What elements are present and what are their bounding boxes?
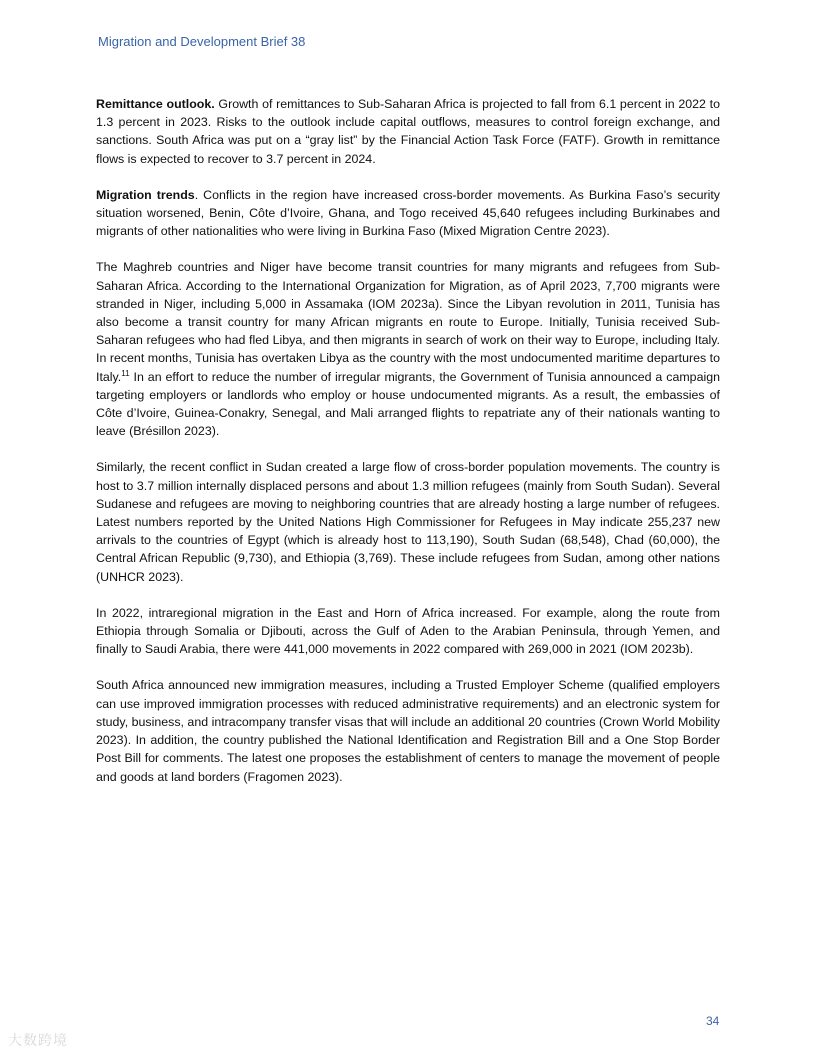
paragraph-text: In 2022, intraregional migration in the East and Horn of Africa increased. For example, along the route from Ethiopia through Somalia or Djibouti, across the Gulf of Aden to the Arabian Peninsula, through Yemen, and finally to Saudi Arabia, there were 441,000 movements in 2022 compared with 269,000 in 2021 (IOM 2023b). [96,605,720,657]
paragraph-migration-trends [96,186,720,241]
paragraph-remittance-outlook [96,95,720,168]
watermark-logo: 大数跨境 [8,1033,68,1049]
page-number: 34 [706,1014,720,1028]
document-header: Migration and Development Brief 38 [98,34,306,49]
paragraph-maghreb [96,258,720,440]
paragraph-lead: Remittance outlook. [96,97,215,111]
paragraph-south-africa [96,676,720,785]
paragraph-text: South Africa announced new immigration measures, including a Trusted Employer Scheme (qualified employers can use improved immigration processes with reduced administrative requirements) and an electronic system for study, business, and intracompany transfer visas that will include an additional 20 countries (Crown World Mobility 2023). In addition, the country published the National Identification and Registration Bill and a One Stop Border Post Bill for comments. The latest one proposes the establishment of centers to manage the movement of people and goods at land borders (Fragomen 2023). [96,678,720,784]
footnote-reference[interactable]: 11 [121,368,130,378]
paragraph-text: . Conflicts in the region have increased cross-border movements. As Burkina Faso’s security situation worsened, Benin, Côte d’Ivoire, Ghana, and Togo received 45,640 refugees including Burkinabes and migrants of other nationalities who were living in Burkina Faso (Mixed Migration Centre 2023). [96,187,721,239]
paragraph-lead: Migration trends [96,187,195,202]
main-content [96,95,720,804]
paragraph-east-horn-africa [96,604,720,659]
paragraph-text: Similarly, the recent conflict in Sudan created a large flow of cross-border population movements. The country is host to 3.7 million internally displaced persons and about 1.3 million refugees (mainly from South Sudan). Several Sudanese and refugees are moving to neighboring countries that are already hosting a large number of refugees. Latest numbers reported by the United Nations High Commissioner for Refugees in May indicate 255,237 new arrivals to the countries of Egypt (which is already host to 113,190), South Sudan (68,548), Chad (60,000), the Central African Republic (9,730), and Ethiopia (3,769). These include refugees from Sudan, among other nations (UNHCR 2023). [96,460,720,584]
paragraph-text: Growth of remittances to Sub-Saharan Africa is projected to fall from 6.1 percent in 2022 to 1.3 percent in 2023. Risks to the outlook include capital outflows, measures to control foreign exchange, and sanctions. South Africa was put on a “gray list” by the Financial Action Task Force (FATF). Growth in remittance flows is expected to recover to 3.7 percent in 2024. [96,97,720,166]
paragraph-sudan [96,458,720,585]
paragraph-text: The Maghreb countries and Niger have become transit countries for many migrants and refugees from Sub-Saharan Africa. According to the International Organization for Migration, as of April 2023, 7,700 migrants were stranded in Niger, including 5,000 in Assamaka (IOM 2023a). Since the Libyan revolution in 2011, Tunisia has also become a transit country for many African migrants en route to Europe. Initially, Tunisia received Sub-Saharan refugees who had fled Libya, and then migrants in search of work on their way to Europe, including Italy. In recent months, Tunisia has overtaken Libya as the country with the most undocumented maritime departures to Italy. [96,260,720,384]
paragraph-text: In an effort to reduce the number of irregular migrants, the Government of Tunisia announced a campaign targeting employers or landlords who employ or house undocumented migrants. As a result, the embassies of Côte d’Ivoire, Guinea-Conakry, Senegal, and Mali arranged flights to repatriate any of their nationals wanting to leave (Brésillon 2023). [96,369,720,439]
